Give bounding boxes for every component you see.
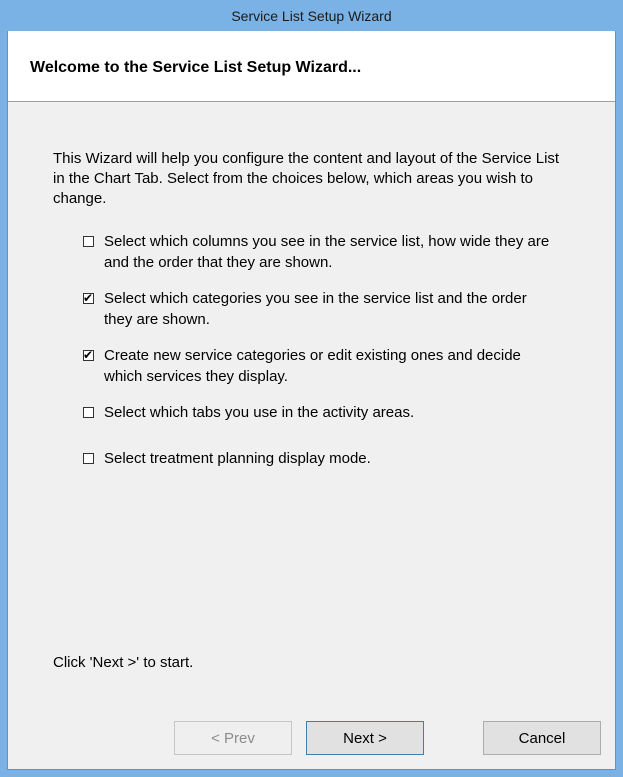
option-treatment-planning-label: Select treatment planning display mode.: [104, 450, 371, 467]
check-icon: ✔: [83, 348, 94, 362]
title-bar[interactable]: [0, 0, 623, 31]
wizard-client-area: [7, 31, 616, 770]
option-categories-checkbox[interactable]: [83, 293, 94, 304]
footer-note: Click 'Next >' to start.: [53, 654, 194, 671]
next-button[interactable]: Next >: [306, 721, 424, 755]
page-title: Welcome to the Service List Setup Wizard...: [30, 59, 362, 76]
option-categories[interactable]: [83, 288, 553, 330]
intro-text: This Wizard will help you configure the content and layout of the Service List in the Chart Tab. Select from the choices below, which areas you wish to change.: [53, 150, 560, 207]
check-icon: ✔: [83, 291, 94, 305]
option-tabs[interactable]: [83, 402, 553, 423]
option-categories-label: Select which categories you see in the service list and the order they are shown.: [104, 290, 527, 328]
option-new-categories-checkbox[interactable]: [83, 350, 94, 361]
option-tabs-label: Select which tabs you use in the activity areas.: [104, 404, 415, 421]
cancel-button[interactable]: Cancel: [483, 721, 601, 755]
option-tabs-checkbox[interactable]: [83, 407, 94, 418]
window-title: Service List Setup Wizard: [231, 7, 392, 24]
wizard-header: [8, 31, 615, 102]
option-treatment-planning[interactable]: [83, 448, 553, 469]
prev-button[interactable]: < Prev: [174, 721, 292, 755]
option-columns[interactable]: [83, 231, 553, 273]
option-new-categories-label: Create new service categories or edit existing ones and decide which services they display.: [104, 347, 521, 385]
option-treatment-planning-checkbox[interactable]: [83, 453, 94, 464]
option-columns-label: Select which columns you see in the service list, how wide they are and the order that they are shown.: [104, 233, 550, 271]
option-new-categories[interactable]: [83, 345, 553, 387]
option-columns-checkbox[interactable]: [83, 236, 94, 247]
